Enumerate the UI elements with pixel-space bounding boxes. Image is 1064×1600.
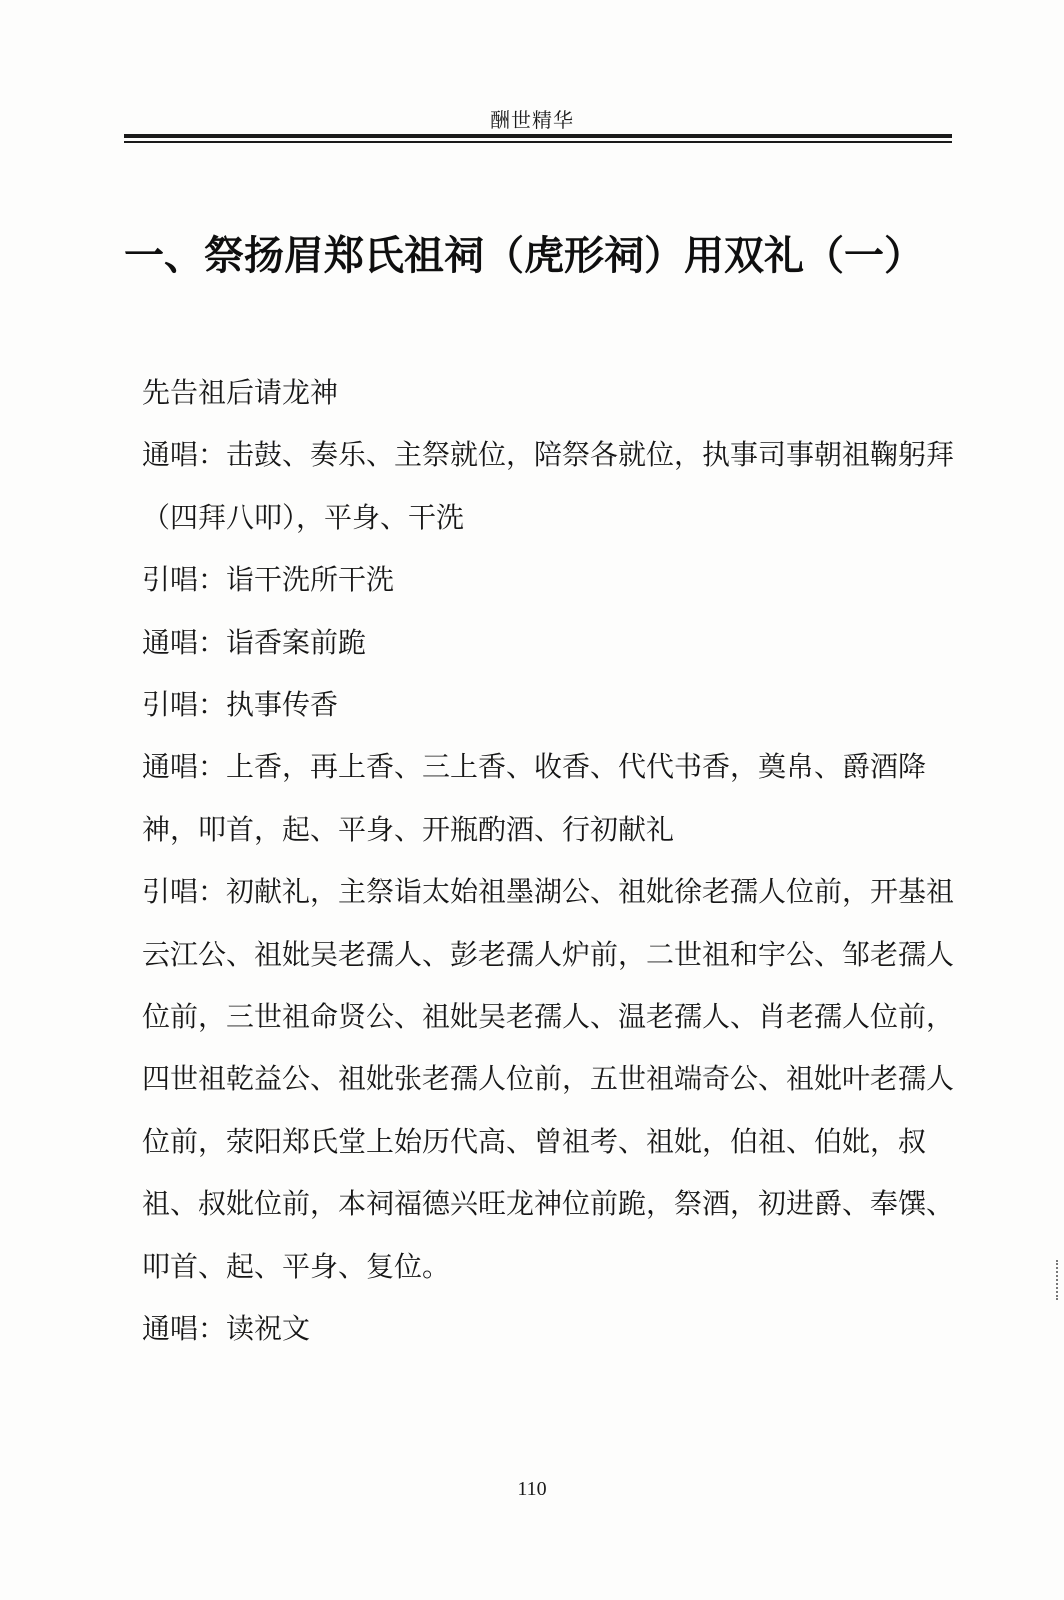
- paragraph: 通唱：上香，再上香、三上香、收香、代代书香，奠帛、爵酒降神，叩首，起、平身、开瓶酌酒、行初献礼: [142, 750, 927, 846]
- header-rule-thick: [124, 134, 952, 138]
- paragraph: 引唱：初献礼，主祭诣太始祖墨湖公、祖妣徐老孺人位前，开基祖云江公、祖妣吴老孺人、彭老孺人炉前，二世祖和宇公、邹老孺人位前，三世祖命贤公、祖妣吴老孺人、温老孺人、肖老孺人位前，四世祖乾益公、祖妣张老孺人位前，五世祖端奇公、祖妣叶老孺人位前，荥阳郑氏堂上始历代高、曾祖考、祖妣，伯祖、伯妣，叔祖、叔妣位前，本祠福德兴旺龙神位前跪，祭酒，初进爵、奉馔、叩首、起、平身、复位。: [142, 875, 955, 1283]
- paragraph: 通唱：诣香案前跪: [142, 625, 367, 659]
- header-rule-thin: [124, 141, 952, 143]
- paragraph: 先告祖后请龙神: [142, 376, 339, 409]
- body-text: [142, 362, 954, 1361]
- chapter-title: 一、祭扬眉郑氏祖祠（虎形祠）用双礼（一）: [124, 233, 924, 279]
- paragraph: 引唱：执事传香: [142, 688, 339, 722]
- page-number: 110: [517, 1478, 547, 1500]
- paragraph: 引唱：诣干洗所干洗: [142, 563, 395, 597]
- paragraph: 通唱：击鼓、奏乐、主祭就位，陪祭各就位，执事司事朝祖鞠躬拜（四拜八叩），平身、干洗: [142, 438, 955, 534]
- running-head: 酬世精华: [490, 108, 574, 132]
- scan-edge-mark: [1050, 1260, 1058, 1300]
- paragraph: 通唱：读祝文: [142, 1312, 311, 1346]
